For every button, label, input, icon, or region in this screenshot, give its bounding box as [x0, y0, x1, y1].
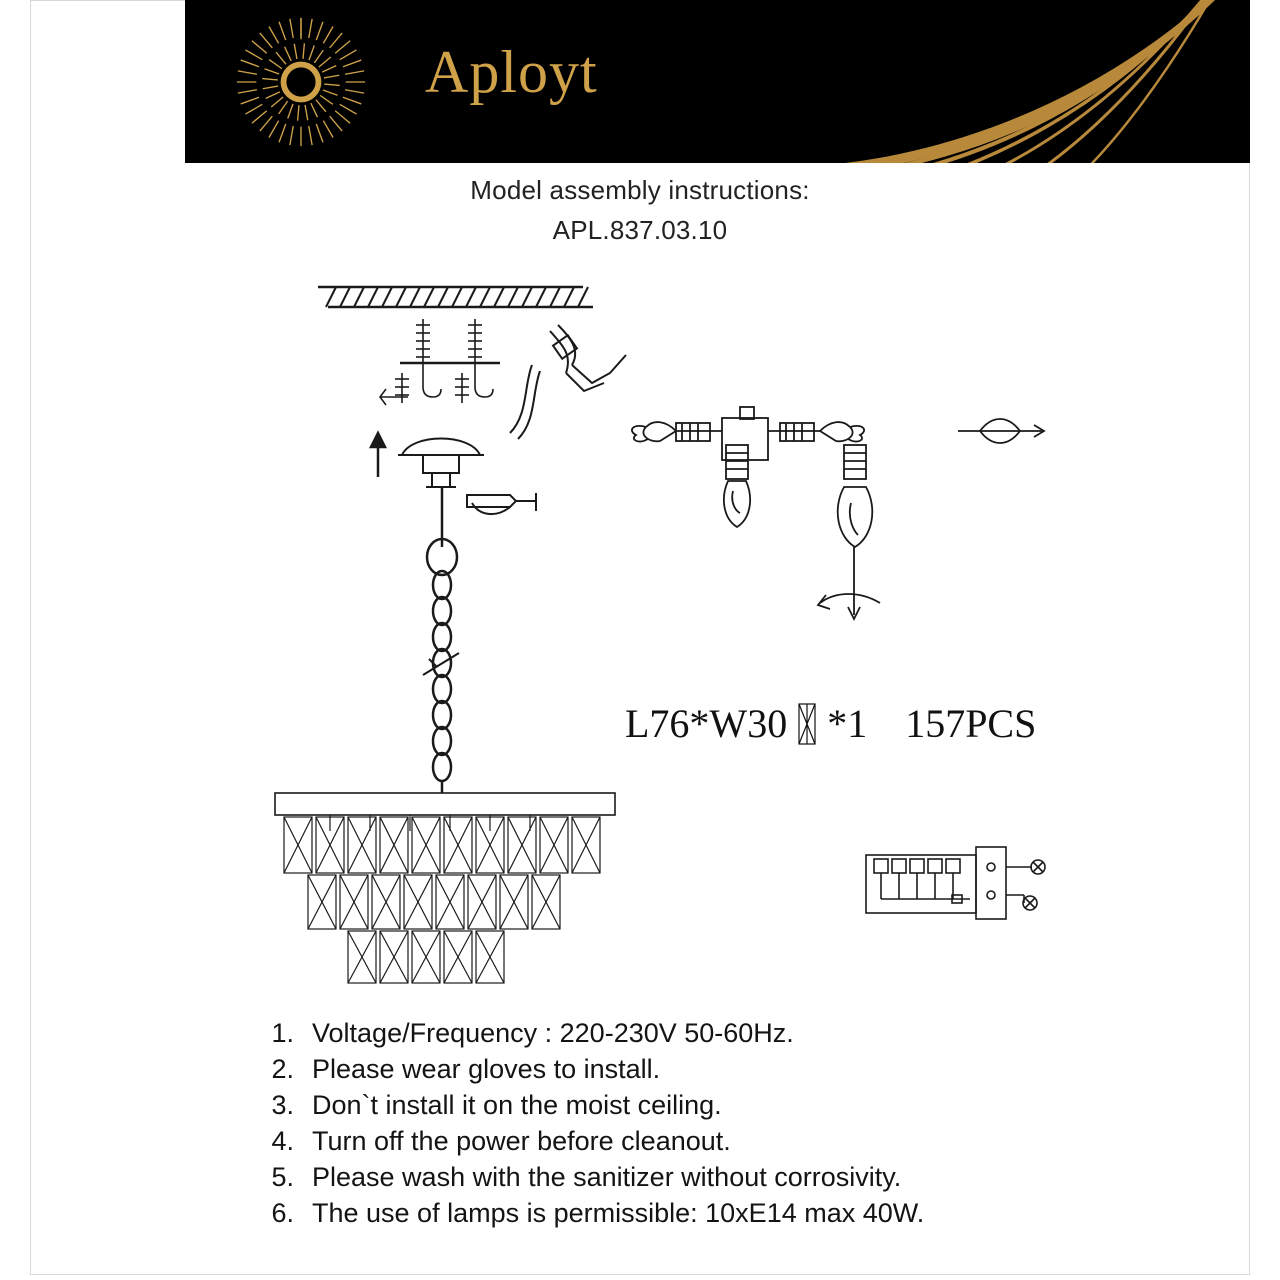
- list-item-text: Turn off the power before cleanout.: [312, 1126, 731, 1156]
- spec-dimensions: L76*W30: [625, 701, 788, 746]
- spec-pieces: 157PCS: [905, 701, 1037, 746]
- spec-quantity: *1: [827, 701, 868, 746]
- page-title: [0, 175, 1280, 246]
- list-item: [250, 1159, 1250, 1195]
- crystal-pendant-icon: [796, 702, 818, 746]
- list-item: [250, 1123, 1250, 1159]
- list-item: [250, 1195, 1250, 1231]
- spec-line: [625, 700, 1036, 747]
- anchor-screws: [380, 319, 500, 405]
- title-primary: Model assembly instructions:: [470, 175, 810, 205]
- screwdriver-icon: [467, 493, 536, 514]
- header-banner: [185, 0, 1250, 163]
- sunburst-icon: [233, 14, 369, 150]
- terminal-block-wiring: [866, 847, 1045, 919]
- instructions-list: [250, 1015, 1250, 1231]
- list-item-number: 3.: [271, 1090, 294, 1120]
- list-item-text: Please wash with the sanitizer without corrosivity.: [312, 1162, 902, 1192]
- title-model-code: APL.837.03.10: [552, 215, 728, 245]
- list-item-text: Don`t install it on the moist ceiling.: [312, 1090, 722, 1120]
- list-item-text: The use of lamps is permissible: 10xE14 max 40W.: [312, 1198, 925, 1228]
- brand-logo-text: Aployt: [425, 39, 598, 105]
- list-item: [250, 1015, 1250, 1051]
- canopy: [398, 439, 484, 488]
- assembly-diagram: [180, 255, 1180, 1000]
- list-item-number: 4.: [271, 1126, 294, 1156]
- list-item-text: Voltage/Frequency : 220-230V 50-60Hz.: [312, 1018, 794, 1048]
- list-item-text: Please wear gloves to install.: [312, 1054, 661, 1084]
- supply-wire: [510, 325, 626, 439]
- crystal-chandelier: [275, 793, 615, 983]
- list-item-number: 6.: [271, 1198, 294, 1228]
- list-item-number: 1.: [271, 1018, 294, 1048]
- list-item-number: 2.: [271, 1054, 294, 1084]
- suspension-chain: [423, 487, 459, 793]
- gold-fan-icon: [770, 0, 1250, 163]
- install-direction-arrow: [371, 433, 385, 477]
- list-item-number: 5.: [271, 1162, 294, 1192]
- list-item: [250, 1087, 1250, 1123]
- bulb-socket-assembly: [632, 407, 1044, 619]
- ceiling-hatch: [318, 287, 593, 307]
- list-item: [250, 1051, 1250, 1087]
